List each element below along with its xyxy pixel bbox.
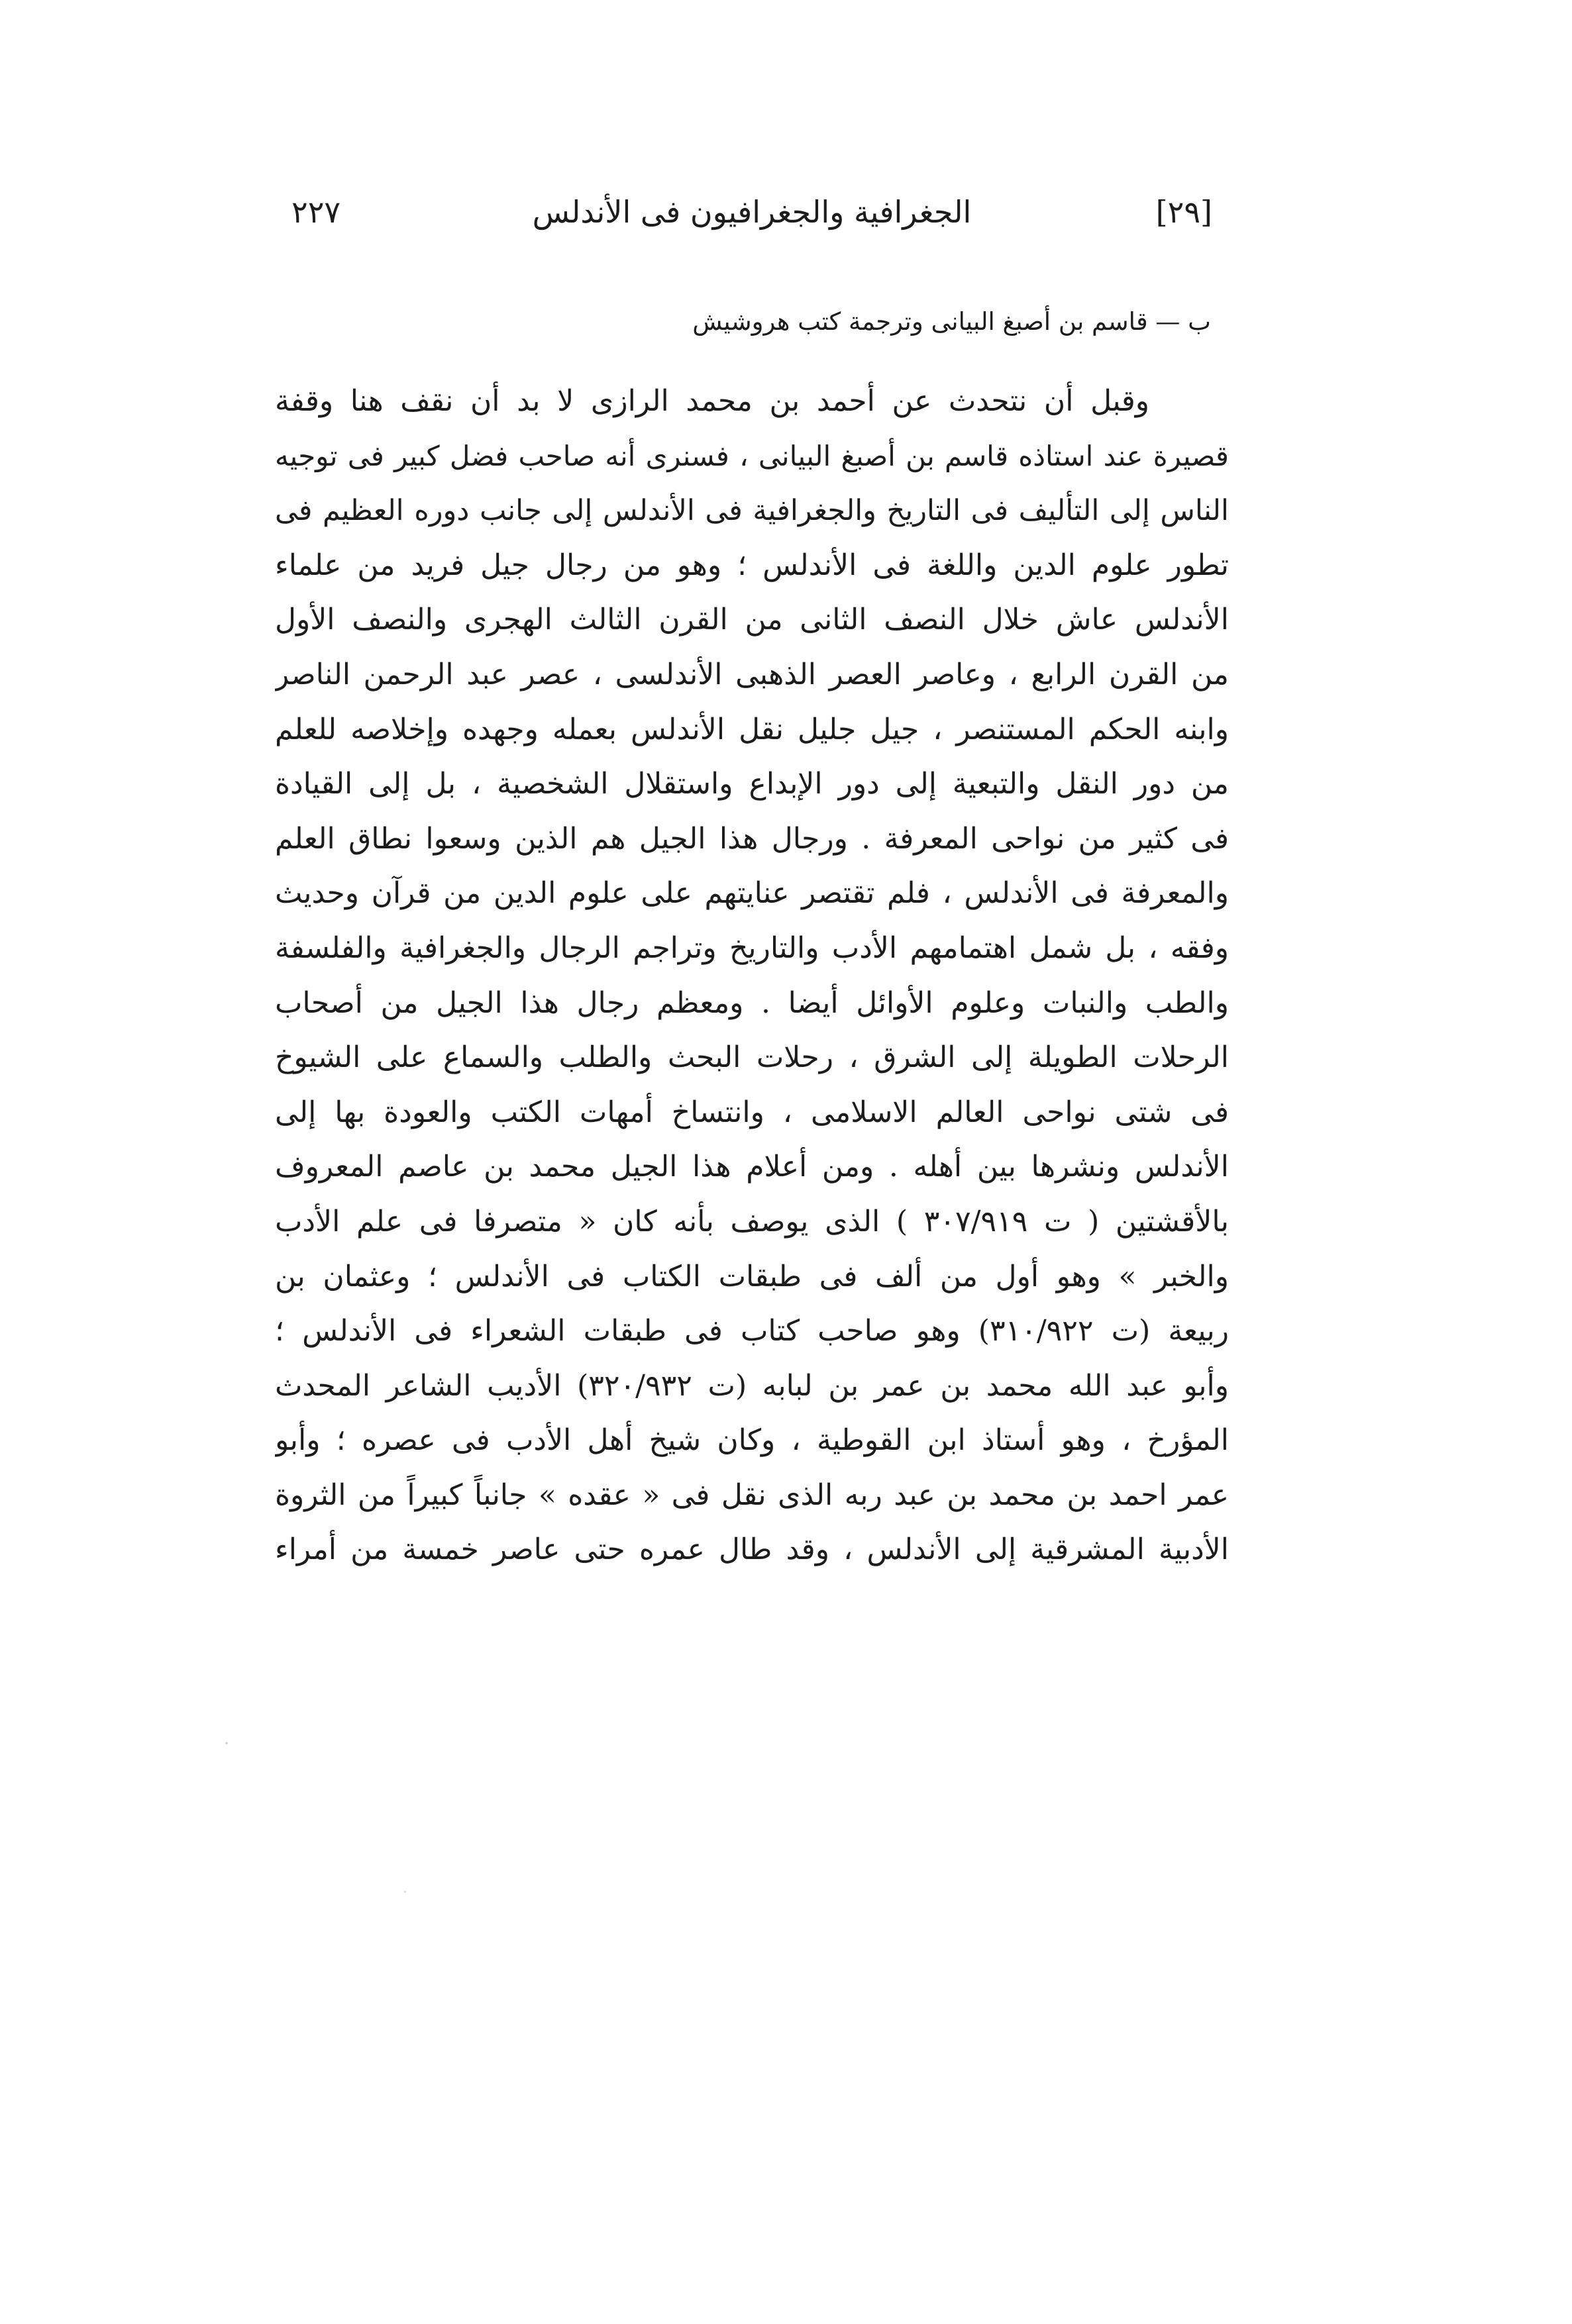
page-number: ٢٢٧ (291, 194, 341, 230)
text-line: من القرن الرابع ، وعاصر العصر الذهبى الأندلسى ، عصر عبد الرحمن الناصر (275, 657, 1229, 691)
text-line: فى شتى نواحى العالم الاسلامى ، وانتساخ أمهات الكتب والعودة بها إلى (275, 1095, 1229, 1129)
text-line: من دور النقل والتبعية إلى دور الإبداع واستقلال الشخصية ، بل إلى القيادة (275, 767, 1229, 801)
text-line: وأبو عبد الله محمد بن عمر بن لبابه (ت ٣٢٠/٩٣٢) الأديب الشاعر المحدث (275, 1368, 1229, 1403)
text-line: الأدبية المشرقية إلى الأندلس ، وقد طال عمره حتى عاصر خمسة من أمراء (275, 1533, 1229, 1567)
text-line: والخبر » وهو أول من ألف فى طبقات الكتاب فى الأندلس ؛ وعثمان بن (275, 1259, 1229, 1293)
text-line: المؤرخ ، وهو أستاذ ابن القوطية ، وكان شيخ أهل الأدب فى عصره ؛ وأبو (275, 1423, 1229, 1458)
body-text (275, 374, 1229, 1578)
text-line: والطب والنبات وعلوم الأوائل أيضا . ومعظم رجال هذا الجيل من أصحاب (275, 985, 1229, 1020)
text-line: الأندلس عاش خلال النصف الثانى من القرن الثالث الهجرى والنصف الأول (275, 603, 1229, 637)
text-line: وقبل أن نتحدث عن أحمد بن محمد الرازى لا بد أن نقف هنا وقفة (275, 384, 1149, 418)
text-line: وفقه ، بل شمل اهتمامهم الأدب والتاريخ وتراجم الرجال والجغرافية والفلسفة (275, 931, 1229, 965)
section-number: [٢٩] (1155, 194, 1212, 230)
text-line: فى كثير من نواحى المعرفة . ورجال هذا الجيل هم الذين وسعوا نطاق العلم (275, 821, 1229, 856)
running-title: الجغرافية والجغرافيون فى الأندلس (532, 194, 972, 230)
scan-speck (404, 1891, 406, 1893)
text-line: الأندلس ونشرها بين أهله . ومن أعلام هذا الجيل محمد بن عاصم المعروف (275, 1150, 1229, 1184)
text-line: عمر احمد بن محمد بن عبد ربه الذى نقل فى « عقده » جانباً كبيراً من الثروة (275, 1478, 1229, 1512)
section-subheading: ب — قاسم بن أصبغ البيانى وترجمة كتب هروشيش (692, 307, 1211, 336)
running-header (291, 192, 1212, 252)
text-line: بالأقشتين ( ت ٣٠٧/٩١٩ ) الذى يوصف بأنه كان « متصرفا فى علم الأدب (275, 1204, 1229, 1238)
text-line: الناس إلى التأليف فى التاريخ والجغرافية فى الأندلس إلى جانب دوره العظيم فى (275, 494, 1229, 528)
text-line: تطور علوم الدين واللغة فى الأندلس ؛ وهو من رجال جيل فريد من علماء (275, 548, 1229, 582)
scan-speck (225, 1742, 228, 1744)
text-line: والمعرفة فى الأندلس ، فلم تقتصر عنايتهم على علوم الدين من قرآن وحديث (275, 876, 1229, 911)
text-line: وابنه الحكم المستنصر ، جيل جليل نقل الأندلس بعمله وجهده وإخلاصه للعلم (275, 712, 1229, 746)
text-line: الرحلات الطويلة إلى الشرق ، رحلات البحث والطلب والسماع على الشيوخ (275, 1040, 1229, 1075)
text-line: قصيرة عند استاذه قاسم بن أصبغ البيانى ، فسنرى أنه صاحب فضل كبير فى توجيه (275, 439, 1229, 472)
text-line: ربيعة (ت ٣١٠/٩٢٢) وهو صاحب كتاب فى طبقات الشعراء فى الأندلس ؛ (275, 1314, 1229, 1348)
